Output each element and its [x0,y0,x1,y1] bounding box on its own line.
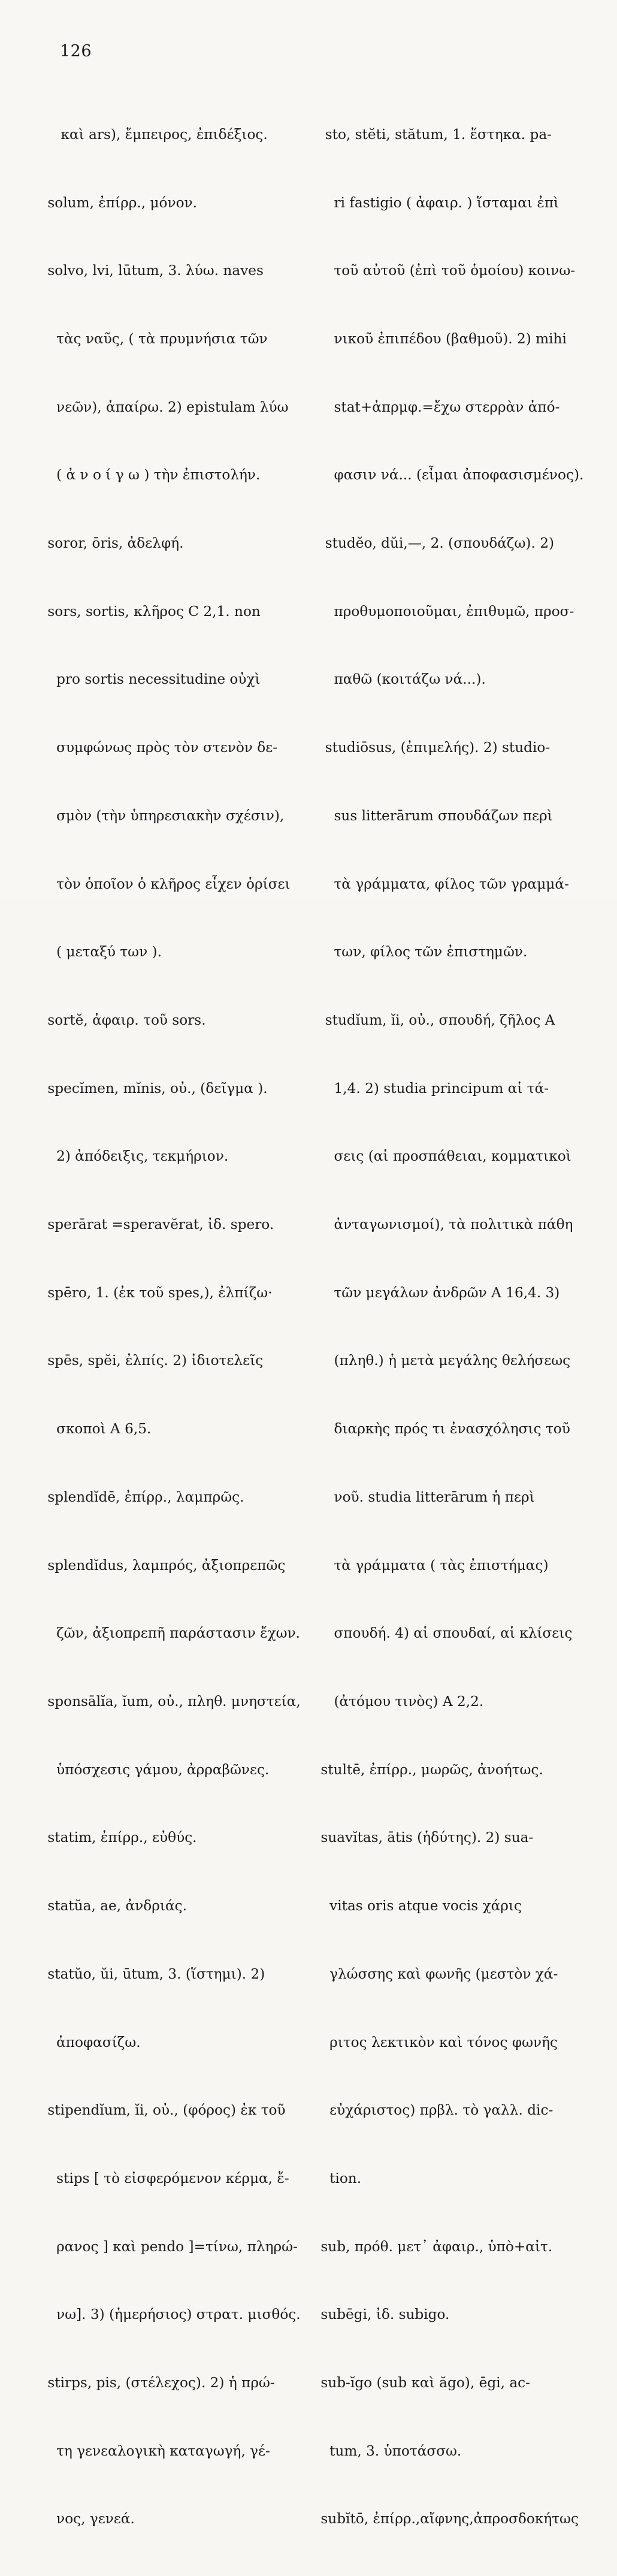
right-line: subĭtō, ἐπίρρ.,αἴφνης,ἀπροσδοκήτως [316,2511,579,2527]
left-line: νω]. 3) (ἡμερήσιος) στρατ. μισθός. [43,2306,301,2323]
right-line: γλώσσης καὶ φωνῆς (μεστὸν χά- [316,1965,558,1982]
left-line: stipendĭum, ĭi, οὐ., (φόρος) ἐκ τοῦ [43,2102,286,2119]
right-line: προθυμοποιοῦμαι, ἐπιθυμῶ, προσ- [316,603,574,620]
left-line: σκοποὶ A 6,5. [43,1421,152,1438]
right-line: ri fastigio ( ἀφαιρ. ) ἵσταμαι ἐπὶ [316,194,559,211]
right-line: sub-ĭgo (sub καὶ ăgo), ēgi, ac- [316,2375,530,2391]
right-column [316,78,595,2576]
right-line: sto, stĕti, stătum, 1. ἕστηκα. pa- [316,126,552,143]
left-line: νος, γενεά. [43,2511,135,2527]
left-line: spēs, spĕi, ἐλπίς. 2) ἰδιοτελεῖς [43,1352,264,1369]
left-line: splendĭdus, λαμπρός, ἀξιοπρεπῶς [43,1557,286,1574]
right-line: sus litterārum σπουδάζων περὶ [316,807,553,824]
right-line: σεις (αἱ προσπάθειαι, κομματικοὶ [316,1148,571,1165]
right-line: φασιν νά... (εἶμαι ἀποφασισμένος). [316,467,584,484]
right-line: νικοῦ ἐπιπέδου (βαθμοῦ). 2) mihi [316,330,567,347]
right-line: subēgi, ἰδ. subigo. [316,2306,450,2323]
left-line: sperārat =speravĕrat, ἰδ. spero. [43,1216,274,1233]
left-line: καὶ ars), ἔμπειρος, ἐπιδέξιος. [43,126,268,143]
left-line: solum, ἐπίρρ., μόνον. [43,194,198,211]
right-line: studĕo, dŭi,—, 2. (σπουδάζω). 2) [316,535,554,552]
left-line: sortĕ, ἀφαιρ. τοῦ sors. [43,1011,206,1028]
left-line: σμὸν (τὴν ὑπηρεσιακὴν σχέσιν), [43,807,285,824]
right-line: τὰ γράμματα ( τὰς ἐπιστήμας) [316,1557,549,1574]
left-line: solvo, lvi, lūtum, 3. λύω. naves [43,262,264,279]
left-line: specĭmen, mĭnis, οὐ., (δεῖγμα ). [43,1080,268,1097]
right-line: τὰ γράμματα, φίλος τῶν γραμμά- [316,875,569,892]
page-number: 126 [60,42,92,61]
left-line: stips [ τὸ εἰσφερόμενον κέρμα, ἔ- [43,2170,289,2187]
right-line: tum, 3. ὑποτάσσω. [316,2442,462,2459]
left-line: pro sortis necessitudine οὐχὶ [43,671,261,688]
left-line: sors, sortis, κλῆρος C 2,1. non [43,603,261,620]
left-line: ὑπόσχεσις γάμου, ἀρραβῶνες. [43,1761,270,1778]
right-line: εὐχάριστος) πρβλ. τὸ γαλλ. dic- [316,2102,554,2119]
left-line: spēro, 1. (ἐκ τοῦ spes,), ἐλπίζω· [43,1284,273,1301]
right-line: 1,4. 2) studia principum αἱ τά- [316,1080,549,1097]
left-line: soror, ōris, ἀδελφή. [43,535,184,552]
right-line: ριτος λεκτικὸν καὶ τόνος φωνῆς [316,2034,558,2050]
left-line: statŭa, ae, ἀνδριάς. [43,1898,187,1914]
left-line: sponsālĭa, ĭum, οὐ., πληθ. μνηστεία, [43,1693,301,1710]
left-line: ( μεταξύ των ). [43,944,162,961]
left-line: splendĭdē, ἐπίρρ., λαμπρῶς. [43,1488,244,1505]
right-line: sub, πρόθ. μετ᾽ ἀφαιρ., ὑπὸ+αἰτ. [316,2238,553,2255]
right-line: παθῶ (κοιτάζω νά...). [316,671,486,688]
right-line: studiōsus, (ἐπιμελής). 2) studio- [316,739,551,756]
left-column [43,78,319,2576]
right-line: σπουδή. 4) αἱ σπουδαί, αἱ κλίσεις [316,1625,573,1642]
left-line: συμφώνως πρὸς τὸν στενὸν δε- [43,739,278,756]
right-line: (πληθ.) ἡ μετὰ μεγάλης θελήσεως [316,1352,571,1369]
left-line: stirps, pis, (στέλεχος). 2) ἡ πρώ- [43,2375,275,2391]
left-line: 2) ἀπόδειξις, τεκμήριον. [43,1148,229,1165]
right-line: (ἀτόμου τινὸς) A 2,2. [316,1693,484,1710]
left-line: τη γενεαλογικὴ καταγωγή, γέ- [43,2442,270,2459]
right-line: studĭum, ĭi, οὐ., σπουδή, ζῆλος A [316,1011,555,1028]
right-line: τῶν μεγάλων ἀνδρῶν A 16,4. 3) [316,1284,560,1301]
right-line: vitas oris atque vocis χάρις [316,1898,522,1914]
left-line: statŭo, ŭi, ūtum, 3. (ἵστημι). 2) [43,1965,265,1982]
right-line: νοῦ. studia litterārum ἡ περὶ [316,1488,535,1505]
right-line: tion. [316,2170,362,2187]
left-line: statim, ἐπίρρ., εὐθύς. [43,1829,197,1846]
left-line: ἀποφασίζω. [43,2034,141,2050]
left-line: νεῶν), ἀπαίρω. 2) epistulam λύω [43,398,289,415]
left-line: τὸν ὁποῖον ὁ κλῆρος εἶχεν ὁρίσει [43,875,291,892]
right-line: τοῦ αὐτοῦ (ἐπὶ τοῦ ὁμοίου) κοινω- [316,262,576,279]
right-line: stultē, ἐπίρρ., μωρῶς, ἀνοήτως. [316,1761,543,1778]
left-line: ρανος ] καὶ pendo ]=τίνω, πληρώ- [43,2238,298,2255]
left-line: τὰς ναῦς, ( τὰ πρυμνήσια τῶν [43,330,268,347]
right-line: διαρκὴς πρός τι ἐνασχόλησις τοῦ [316,1421,570,1438]
left-line: ζῶν, ἀξιοπρεπῆ παράστασιν ἔχων. [43,1625,301,1642]
right-line: suavĭtas, ātis (ἡδύτης). 2) sua- [316,1829,534,1846]
right-line: ἀνταγωνισμοί), τὰ πολιτικὰ πάθη [316,1216,573,1233]
right-line: των, φίλος τῶν ἐπιστημῶν. [316,944,528,961]
left-line: ( ἀ ν ο ί γ ω ) τὴν ἐπιστολήν. [43,467,261,484]
right-line: stat+ἀπρμφ.=ἔχω στερρὰν ἀπό- [316,398,560,415]
